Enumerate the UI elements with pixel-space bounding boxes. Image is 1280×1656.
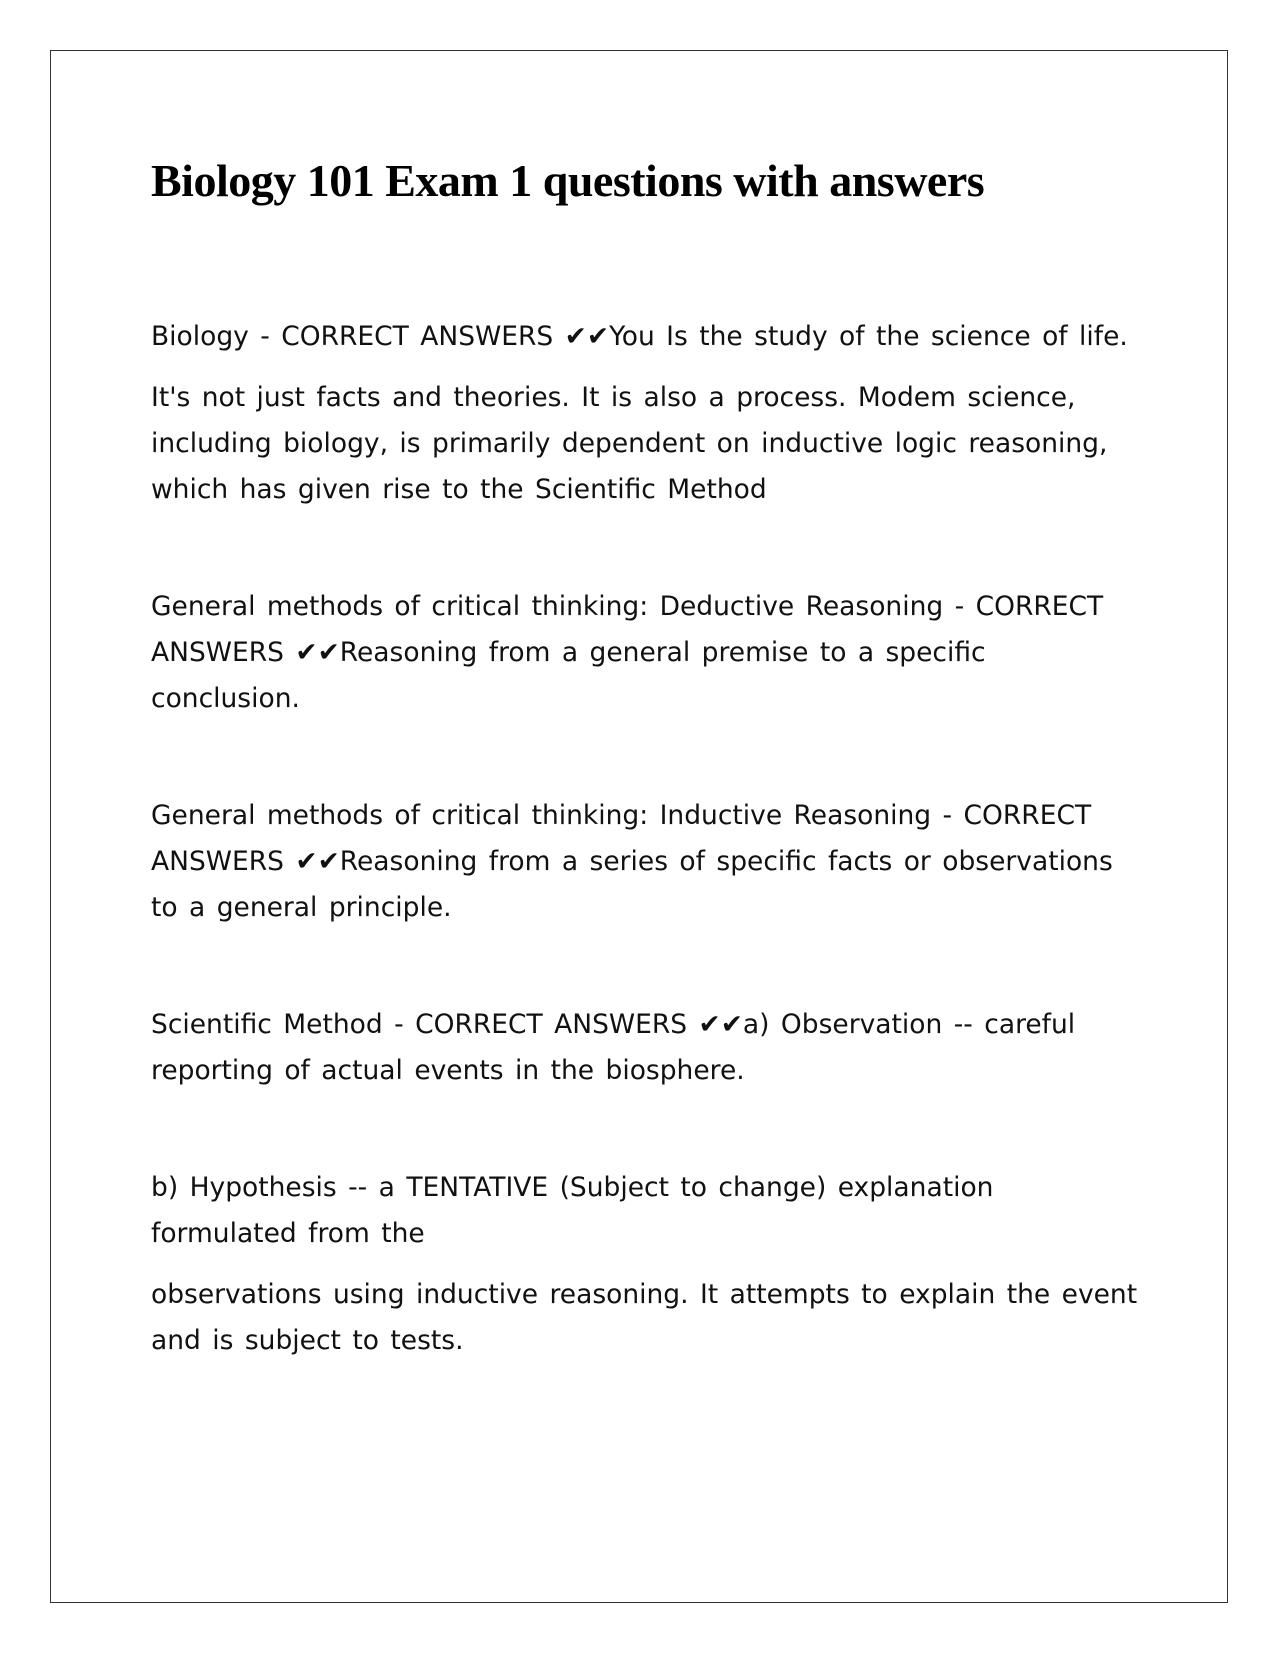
paragraph-hypothesis: b) Hypothesis -- a TENTATIVE (Subject to change) explanation formulated from the <box>151 1172 994 1249</box>
paragraph-scientific-method-observation: Scientific Method - CORRECT ANSWERS ✔✔a) Observation -- careful reporting of actual events in the biosphere. <box>151 1009 1076 1086</box>
paragraph-hypothesis-continued: observations using inductive reasoning. It attempts to explain the event and is subject to tests. <box>151 1279 1138 1356</box>
paragraph-inductive-reasoning: General methods of critical thinking: Inductive Reasoning - CORRECT ANSWERS ✔✔Reasoning from a series of specific facts or observations to a general principle. <box>151 800 1113 923</box>
paragraph-science-process: It's not just facts and theories. It is also a process. Modem science, including biology, is primarily dependent on inductive logic reasoning, which has given rise to the Scientific Method <box>151 382 1108 505</box>
paragraph-biology-definition: Biology - CORRECT ANSWERS ✔✔You Is the study of the science of life. <box>151 321 1128 352</box>
document-title: Biology 101 Exam 1 questions with answers <box>151 155 985 206</box>
paragraph-deductive-reasoning: General methods of critical thinking: Deductive Reasoning - CORRECT ANSWERS ✔✔Reasoning from a general premise to a specific conclusion. <box>151 591 1104 714</box>
document-body <box>151 150 1141 1364</box>
